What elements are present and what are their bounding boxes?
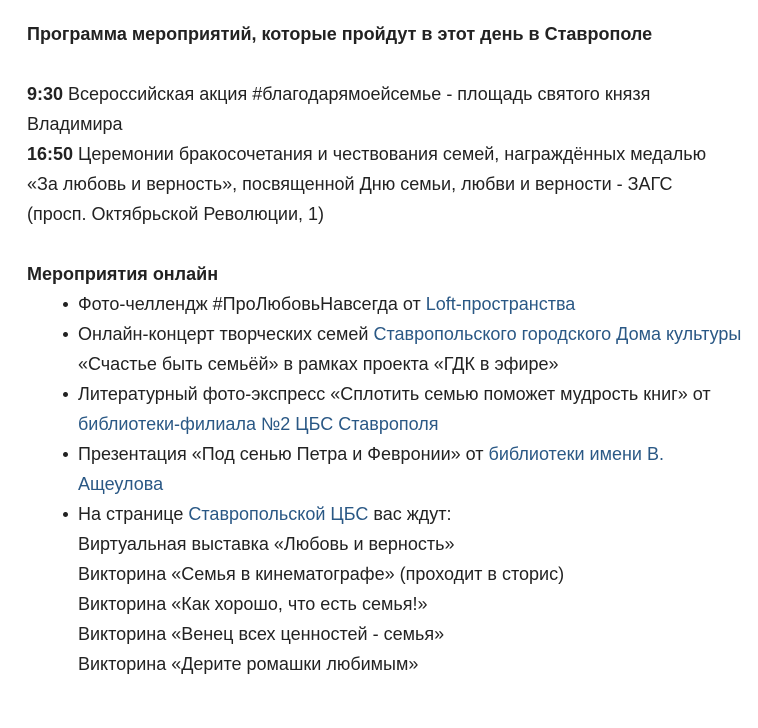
item-text: вас ждут: (368, 504, 452, 524)
list-item (63, 319, 753, 379)
list-item (63, 379, 753, 439)
spacer (27, 229, 758, 259)
schedule-entry-afternoon (27, 139, 707, 229)
loft-space-link[interactable]: Loft-пространства (425, 294, 576, 314)
online-events-list (27, 289, 753, 679)
list-item (63, 499, 753, 679)
item-text: Онлайн-концерт творческих семей (78, 324, 374, 344)
schedule-text: Всероссийская акция #благодарямоейсемье - площадь святого князя Владимира (27, 84, 651, 134)
stavropol-cbs-link[interactable]: Ставропольской ЦБС (188, 504, 369, 524)
sub-item-quiz-values: Викторина «Венец всех ценностей - семья» (78, 624, 445, 644)
post-title: Программа мероприятий, которые пройдут в этот день в Ставрополе (27, 24, 653, 44)
schedule-entry-morning (27, 79, 707, 139)
spacer (27, 49, 758, 79)
item-text: Фото-челлендж #ПроЛюбовьНавсегда от (78, 294, 426, 314)
item-text: На странице (78, 504, 189, 524)
list-item (63, 289, 753, 319)
list-item (63, 439, 753, 499)
online-events-heading: Мероприятия онлайн (27, 264, 219, 284)
item-text: «Счастье быть семьёй» в рамках проекта «ГДК в эфире» (78, 354, 559, 374)
item-text: Литературный фото-экспресс «Сплотить семью поможет мудрость книг» от (78, 384, 711, 404)
sub-item-quiz-daisies: Викторина «Дерите ромашки любимым» (78, 654, 419, 674)
sub-item-quiz-family: Викторина «Как хорошо, что есть семья!» (78, 594, 428, 614)
city-culture-house-link[interactable]: Ставропольского городского Дома культуры (373, 324, 742, 344)
schedule-time: 16:50 (27, 144, 74, 164)
schedule-text: Церемонии бракосочетания и чествования семей, награждённых медалью «За любовь и верность», посвященной Дню семьи, любви и верности - ЗАГС (просп. Октябрьской Революции, 1) (27, 144, 707, 224)
schedule-time: 9:30 (27, 84, 64, 104)
item-text: Презентация «Под сенью Петра и Февронии» от (78, 444, 489, 464)
sub-item-quiz-cinema: Викторина «Семья в кинематографе» (проходит в сторис) (78, 564, 565, 584)
sub-item-virtual-exhibition: Виртуальная выставка «Любовь и верность» (78, 534, 455, 554)
library-branch-2-link[interactable]: библиотеки-филиала №2 ЦБС Ставрополя (78, 414, 439, 434)
ascheulov-library-link[interactable]: библиотеки имени В. Ащеулова (78, 444, 664, 494)
